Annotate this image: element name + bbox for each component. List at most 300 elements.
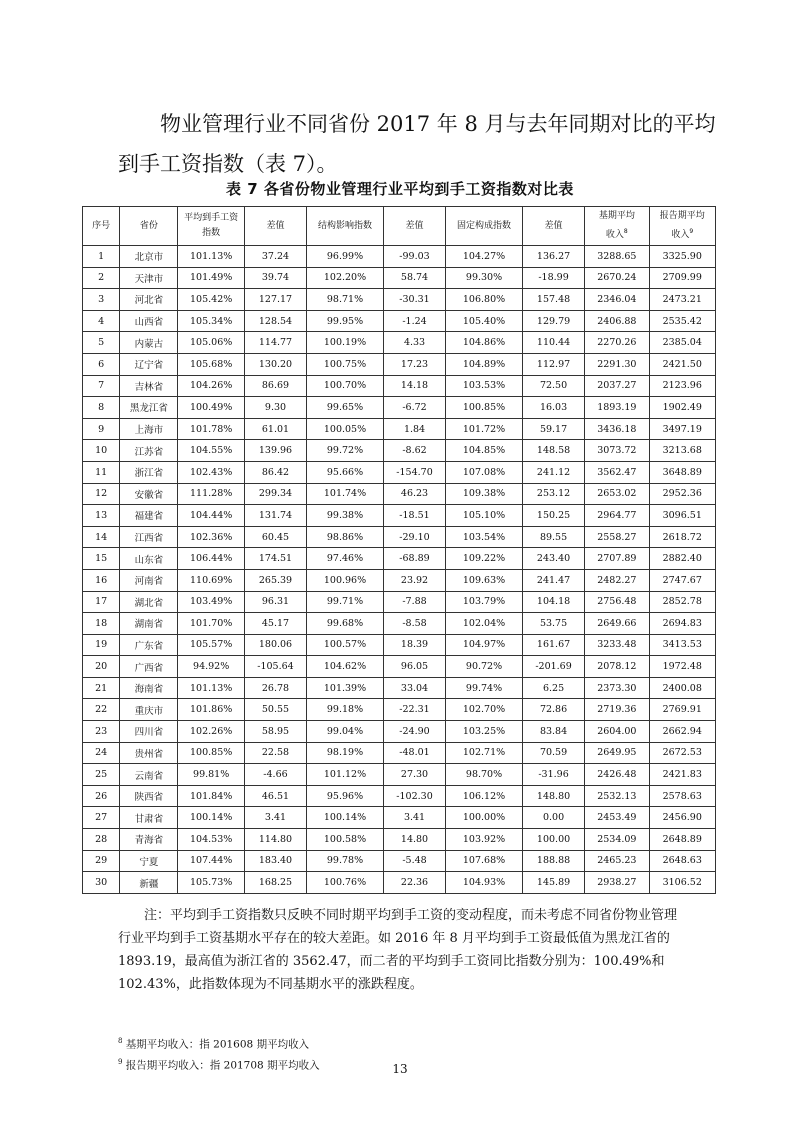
cell-diff-2: -8.62	[383, 440, 445, 462]
cell-seq: 19	[83, 634, 120, 656]
cell-avg-index: 99.81%	[178, 764, 244, 786]
cell-seq: 18	[83, 613, 120, 635]
cell-fixed-index: 99.30%	[446, 267, 523, 289]
cell-diff-2: 96.05	[383, 656, 445, 678]
cell-province: 福建省	[120, 505, 178, 527]
cell-province: 甘肃省	[120, 807, 178, 829]
cell-struct-index: 98.19%	[307, 742, 384, 764]
cell-diff-3: 104.18	[522, 591, 584, 613]
cell-province: 贵州省	[120, 742, 178, 764]
header-base-income: 基期平均 收入$^8$	[585, 207, 649, 246]
cell-diff-3: 148.58	[522, 440, 584, 462]
cell-province: 河北省	[120, 289, 178, 311]
intro-line-2: 到手工资指数（表 7）。	[118, 152, 338, 176]
cell-base-income: 2670.24	[585, 267, 649, 289]
cell-avg-index: 110.69%	[178, 569, 244, 591]
cell-struct-index: 101.74%	[307, 483, 384, 505]
header-report-income: 报告期平均 收入$^9$	[649, 207, 716, 246]
cell-diff-1: 61.01	[244, 418, 306, 440]
cell-diff-1: 168.25	[244, 872, 306, 894]
cell-fixed-index: 109.22%	[446, 548, 523, 570]
table-row	[83, 397, 716, 419]
cell-diff-2: 14.18	[383, 375, 445, 397]
cell-avg-index: 101.13%	[178, 677, 244, 699]
cell-province: 四川省	[120, 721, 178, 743]
cell-struct-index: 100.76%	[307, 872, 384, 894]
cell-diff-3: 16.03	[522, 397, 584, 419]
cell-report-income: 2852.78	[649, 591, 716, 613]
cell-diff-1: 180.06	[244, 634, 306, 656]
header-diff-3: 差值	[522, 207, 584, 246]
cell-province: 宁夏	[120, 850, 178, 872]
intro-paragraph	[118, 104, 718, 184]
cell-fixed-index: 104.27%	[446, 246, 523, 268]
cell-report-income: 2578.63	[649, 785, 716, 807]
table-row	[83, 418, 716, 440]
cell-seq: 15	[83, 548, 120, 570]
cell-diff-3: 136.27	[522, 246, 584, 268]
cell-diff-2: 17.23	[383, 353, 445, 375]
cell-diff-2: -99.03	[383, 246, 445, 268]
cell-base-income: 2707.89	[585, 548, 649, 570]
cell-struct-index: 101.39%	[307, 677, 384, 699]
cell-diff-2: -48.01	[383, 742, 445, 764]
table-row	[83, 785, 716, 807]
cell-report-income: 2421.50	[649, 353, 716, 375]
cell-diff-2: -6.72	[383, 397, 445, 419]
cell-struct-index: 95.96%	[307, 785, 384, 807]
cell-province: 浙江省	[120, 461, 178, 483]
cell-avg-index: 101.70%	[178, 613, 244, 635]
cell-fixed-index: 98.70%	[446, 764, 523, 786]
cell-seq: 3	[83, 289, 120, 311]
cell-avg-index: 106.44%	[178, 548, 244, 570]
table-row	[83, 375, 716, 397]
footnote-9: $^9$ 报告期平均收入：指 201708 期平均收入	[118, 1057, 320, 1071]
cell-struct-index: 102.20%	[307, 267, 384, 289]
cell-diff-3: 243.40	[522, 548, 584, 570]
cell-struct-index: 99.95%	[307, 310, 384, 332]
cell-diff-3: 241.47	[522, 569, 584, 591]
cell-seq: 7	[83, 375, 120, 397]
cell-diff-1: -4.66	[244, 764, 306, 786]
cell-struct-index: 99.71%	[307, 591, 384, 613]
cell-report-income: 2473.21	[649, 289, 716, 311]
cell-base-income: 2534.09	[585, 829, 649, 851]
cell-diff-1: 26.78	[244, 677, 306, 699]
table-note	[118, 904, 683, 996]
cell-seq: 30	[83, 872, 120, 894]
cell-base-income: 2346.04	[585, 289, 649, 311]
cell-struct-index: 100.75%	[307, 353, 384, 375]
table-row	[83, 807, 716, 829]
cell-seq: 20	[83, 656, 120, 678]
cell-base-income: 2291.30	[585, 353, 649, 375]
cell-diff-1: 114.80	[244, 829, 306, 851]
table-row	[83, 699, 716, 721]
cell-report-income: 3213.68	[649, 440, 716, 462]
cell-seq: 16	[83, 569, 120, 591]
cell-diff-3: 161.67	[522, 634, 584, 656]
header-fixed-index: 固定构成指数	[446, 207, 523, 246]
cell-struct-index: 96.99%	[307, 246, 384, 268]
cell-diff-2: -29.10	[383, 526, 445, 548]
cell-base-income: 3562.47	[585, 461, 649, 483]
cell-diff-2: -22.31	[383, 699, 445, 721]
cell-diff-1: 39.74	[244, 267, 306, 289]
cell-province: 黑龙江省	[120, 397, 178, 419]
table-row	[83, 742, 716, 764]
cell-report-income: 1902.49	[649, 397, 716, 419]
cell-province: 辽宁省	[120, 353, 178, 375]
cell-base-income: 2756.48	[585, 591, 649, 613]
cell-seq: 24	[83, 742, 120, 764]
cell-report-income: 2709.99	[649, 267, 716, 289]
cell-province: 天津市	[120, 267, 178, 289]
cell-diff-1: 174.51	[244, 548, 306, 570]
cell-struct-index: 101.12%	[307, 764, 384, 786]
cell-base-income: 3233.48	[585, 634, 649, 656]
cell-fixed-index: 109.63%	[446, 569, 523, 591]
cell-base-income: 2037.27	[585, 375, 649, 397]
cell-avg-index: 111.28%	[178, 483, 244, 505]
cell-diff-3: 241.12	[522, 461, 584, 483]
cell-province: 山西省	[120, 310, 178, 332]
cell-province: 上海市	[120, 418, 178, 440]
cell-base-income: 3288.65	[585, 246, 649, 268]
table-row	[83, 677, 716, 699]
cell-report-income: 2769.91	[649, 699, 716, 721]
header-avg-index: 平均到手工资 指数	[178, 207, 244, 246]
cell-avg-index: 100.85%	[178, 742, 244, 764]
cell-report-income: 2400.08	[649, 677, 716, 699]
cell-diff-3: 145.89	[522, 872, 584, 894]
cell-base-income: 2719.36	[585, 699, 649, 721]
cell-struct-index: 100.57%	[307, 634, 384, 656]
table-row	[83, 353, 716, 375]
cell-seq: 2	[83, 267, 120, 289]
cell-diff-1: 3.41	[244, 807, 306, 829]
cell-diff-2: 22.36	[383, 872, 445, 894]
cell-fixed-index: 102.04%	[446, 613, 523, 635]
table-row	[83, 440, 716, 462]
cell-report-income: 2123.96	[649, 375, 716, 397]
table-row	[83, 548, 716, 570]
cell-report-income: 3325.90	[649, 246, 716, 268]
cell-base-income: 2078.12	[585, 656, 649, 678]
cell-fixed-index: 104.93%	[446, 872, 523, 894]
cell-report-income: 2662.94	[649, 721, 716, 743]
cell-diff-3: 72.86	[522, 699, 584, 721]
cell-province: 山东省	[120, 548, 178, 570]
cell-seq: 21	[83, 677, 120, 699]
cell-diff-3: 148.80	[522, 785, 584, 807]
cell-avg-index: 103.49%	[178, 591, 244, 613]
cell-seq: 26	[83, 785, 120, 807]
cell-struct-index: 97.46%	[307, 548, 384, 570]
header-province: 省份	[120, 207, 178, 246]
cell-province: 江苏省	[120, 440, 178, 462]
cell-struct-index: 100.19%	[307, 332, 384, 354]
cell-diff-2: 33.04	[383, 677, 445, 699]
cell-diff-2: 27.30	[383, 764, 445, 786]
cell-fixed-index: 103.92%	[446, 829, 523, 851]
cell-base-income: 1893.19	[585, 397, 649, 419]
header-diff-2: 差值	[383, 207, 445, 246]
cell-seq: 13	[83, 505, 120, 527]
cell-diff-1: 114.77	[244, 332, 306, 354]
cell-report-income: 2882.40	[649, 548, 716, 570]
cell-base-income: 2649.66	[585, 613, 649, 635]
cell-diff-3: 157.48	[522, 289, 584, 311]
cell-fixed-index: 90.72%	[446, 656, 523, 678]
table-row	[83, 310, 716, 332]
cell-report-income: 2672.53	[649, 742, 716, 764]
cell-report-income: 2421.83	[649, 764, 716, 786]
cell-report-income: 2952.36	[649, 483, 716, 505]
cell-fixed-index: 104.97%	[446, 634, 523, 656]
cell-base-income: 2938.27	[585, 872, 649, 894]
cell-avg-index: 105.06%	[178, 332, 244, 354]
cell-diff-3: 129.79	[522, 310, 584, 332]
cell-diff-2: 3.41	[383, 807, 445, 829]
cell-seq: 23	[83, 721, 120, 743]
cell-province: 新疆	[120, 872, 178, 894]
cell-province: 云南省	[120, 764, 178, 786]
cell-report-income: 3497.19	[649, 418, 716, 440]
cell-diff-1: 45.17	[244, 613, 306, 635]
cell-struct-index: 100.14%	[307, 807, 384, 829]
cell-fixed-index: 103.53%	[446, 375, 523, 397]
cell-province: 湖北省	[120, 591, 178, 613]
cell-base-income: 2604.00	[585, 721, 649, 743]
cell-diff-3: 150.25	[522, 505, 584, 527]
intro-line-1: 物业管理行业不同省份 2017 年 8 月与去年同期对比的平均	[160, 112, 716, 136]
table-row	[83, 332, 716, 354]
cell-base-income: 2270.26	[585, 332, 649, 354]
note-text: 注：平均到手工资指数只反映不同时期平均到手工资的变动程度，而未考虑不同省份物业管理行业平均到手工资基期水平存在的较大差距。如 2016 年 8 月平均到手工资最低值为黑龙江省的 1893.19，最高值为浙江省的 3562.47，而二者的平均到手工资同比指数分别为：100.49%和 102.43%，此指数体现为不同基期水平的涨跌程度。	[118, 908, 678, 992]
cell-fixed-index: 103.79%	[446, 591, 523, 613]
cell-base-income: 2653.02	[585, 483, 649, 505]
cell-struct-index: 99.38%	[307, 505, 384, 527]
cell-fixed-index: 104.89%	[446, 353, 523, 375]
cell-fixed-index: 107.68%	[446, 850, 523, 872]
cell-province: 广西省	[120, 656, 178, 678]
cell-fixed-index: 103.25%	[446, 721, 523, 743]
cell-diff-3: 89.55	[522, 526, 584, 548]
cell-struct-index: 95.66%	[307, 461, 384, 483]
cell-report-income: 3648.89	[649, 461, 716, 483]
cell-diff-1: 96.31	[244, 591, 306, 613]
table-row	[83, 569, 716, 591]
cell-fixed-index: 107.08%	[446, 461, 523, 483]
table-row	[83, 764, 716, 786]
table-row	[83, 289, 716, 311]
cell-province: 吉林省	[120, 375, 178, 397]
cell-seq: 14	[83, 526, 120, 548]
cell-avg-index: 105.68%	[178, 353, 244, 375]
cell-diff-3: 112.97	[522, 353, 584, 375]
cell-avg-index: 107.44%	[178, 850, 244, 872]
cell-avg-index: 102.36%	[178, 526, 244, 548]
cell-diff-1: 139.96	[244, 440, 306, 462]
header-struct-index: 结构影响指数	[307, 207, 384, 246]
header-diff-1: 差值	[244, 207, 306, 246]
table-row	[83, 483, 716, 505]
cell-avg-index: 101.84%	[178, 785, 244, 807]
cell-diff-1: 128.54	[244, 310, 306, 332]
cell-seq: 29	[83, 850, 120, 872]
cell-diff-3: -201.69	[522, 656, 584, 678]
cell-diff-3: 6.25	[522, 677, 584, 699]
cell-province: 广东省	[120, 634, 178, 656]
cell-diff-1: 86.69	[244, 375, 306, 397]
cell-report-income: 2747.67	[649, 569, 716, 591]
cell-diff-1: 58.95	[244, 721, 306, 743]
cell-avg-index: 105.57%	[178, 634, 244, 656]
cell-province: 湖南省	[120, 613, 178, 635]
cell-avg-index: 102.26%	[178, 721, 244, 743]
cell-diff-1: 37.24	[244, 246, 306, 268]
cell-diff-2: -154.70	[383, 461, 445, 483]
cell-fixed-index: 105.10%	[446, 505, 523, 527]
cell-avg-index: 104.26%	[178, 375, 244, 397]
cell-fixed-index: 100.85%	[446, 397, 523, 419]
cell-report-income: 2618.72	[649, 526, 716, 548]
table-row	[83, 591, 716, 613]
cell-fixed-index: 103.54%	[446, 526, 523, 548]
cell-avg-index: 102.43%	[178, 461, 244, 483]
cell-seq: 28	[83, 829, 120, 851]
cell-fixed-index: 102.70%	[446, 699, 523, 721]
cell-report-income: 3413.53	[649, 634, 716, 656]
cell-diff-1: 22.58	[244, 742, 306, 764]
cell-struct-index: 98.71%	[307, 289, 384, 311]
cell-diff-3: 253.12	[522, 483, 584, 505]
cell-fixed-index: 100.00%	[446, 807, 523, 829]
cell-diff-2: 18.39	[383, 634, 445, 656]
cell-province: 海南省	[120, 677, 178, 699]
cell-fixed-index: 101.72%	[446, 418, 523, 440]
cell-province: 青海省	[120, 829, 178, 851]
cell-avg-index: 105.42%	[178, 289, 244, 311]
cell-diff-2: -1.24	[383, 310, 445, 332]
cell-seq: 17	[83, 591, 120, 613]
cell-report-income: 2456.90	[649, 807, 716, 829]
cell-diff-1: 127.17	[244, 289, 306, 311]
cell-seq: 25	[83, 764, 120, 786]
cell-diff-2: 58.74	[383, 267, 445, 289]
cell-seq: 8	[83, 397, 120, 419]
cell-struct-index: 100.70%	[307, 375, 384, 397]
table-title: 表 7 各省份物业管理行业平均到手工资指数对比表	[226, 180, 574, 198]
table-row	[83, 613, 716, 635]
cell-struct-index: 100.96%	[307, 569, 384, 591]
cell-fixed-index: 102.71%	[446, 742, 523, 764]
cell-diff-3: 72.50	[522, 375, 584, 397]
cell-diff-3: -18.99	[522, 267, 584, 289]
cell-fixed-index: 106.80%	[446, 289, 523, 311]
table-row	[83, 829, 716, 851]
cell-base-income: 2558.27	[585, 526, 649, 548]
cell-diff-1: 265.39	[244, 569, 306, 591]
cell-base-income: 2465.23	[585, 850, 649, 872]
cell-base-income: 2964.77	[585, 505, 649, 527]
cell-diff-2: 1.84	[383, 418, 445, 440]
cell-province: 内蒙古	[120, 332, 178, 354]
cell-base-income: 3073.72	[585, 440, 649, 462]
cell-diff-3: 53.75	[522, 613, 584, 635]
cell-base-income: 3436.18	[585, 418, 649, 440]
cell-base-income: 2649.95	[585, 742, 649, 764]
cell-province: 江西省	[120, 526, 178, 548]
cell-seq: 5	[83, 332, 120, 354]
table-row	[83, 656, 716, 678]
cell-diff-2: -30.31	[383, 289, 445, 311]
table-row	[83, 872, 716, 894]
cell-avg-index: 104.44%	[178, 505, 244, 527]
cell-diff-2: 46.23	[383, 483, 445, 505]
cell-diff-3: 188.88	[522, 850, 584, 872]
page-number: 13	[392, 1062, 408, 1076]
table-row	[83, 634, 716, 656]
province-index-table	[82, 206, 716, 894]
cell-diff-3: 70.59	[522, 742, 584, 764]
cell-avg-index: 104.53%	[178, 829, 244, 851]
table-row	[83, 246, 716, 268]
cell-seq: 10	[83, 440, 120, 462]
cell-diff-2: -5.48	[383, 850, 445, 872]
cell-diff-1: 130.20	[244, 353, 306, 375]
cell-fixed-index: 104.86%	[446, 332, 523, 354]
cell-diff-2: 23.92	[383, 569, 445, 591]
cell-province: 北京市	[120, 246, 178, 268]
cell-base-income: 2482.27	[585, 569, 649, 591]
cell-diff-3: 0.00	[522, 807, 584, 829]
cell-seq: 27	[83, 807, 120, 829]
cell-fixed-index: 99.74%	[446, 677, 523, 699]
cell-province: 河南省	[120, 569, 178, 591]
cell-report-income: 2535.42	[649, 310, 716, 332]
cell-avg-index: 105.73%	[178, 872, 244, 894]
cell-diff-1: 86.42	[244, 461, 306, 483]
cell-seq: 6	[83, 353, 120, 375]
cell-diff-1: 50.55	[244, 699, 306, 721]
cell-diff-1: 131.74	[244, 505, 306, 527]
cell-diff-2: 4.33	[383, 332, 445, 354]
cell-province: 陕西省	[120, 785, 178, 807]
cell-report-income: 2694.83	[649, 613, 716, 635]
cell-report-income: 2648.89	[649, 829, 716, 851]
cell-diff-1: -105.64	[244, 656, 306, 678]
cell-diff-2: 14.80	[383, 829, 445, 851]
table-row	[83, 267, 716, 289]
cell-struct-index: 100.58%	[307, 829, 384, 851]
cell-diff-3: 59.17	[522, 418, 584, 440]
cell-diff-2: -24.90	[383, 721, 445, 743]
cell-report-income: 2385.04	[649, 332, 716, 354]
cell-diff-2: -8.58	[383, 613, 445, 635]
cell-avg-index: 101.86%	[178, 699, 244, 721]
cell-report-income: 2648.63	[649, 850, 716, 872]
cell-report-income: 3106.52	[649, 872, 716, 894]
cell-seq: 4	[83, 310, 120, 332]
cell-diff-3: -31.96	[522, 764, 584, 786]
cell-diff-1: 299.34	[244, 483, 306, 505]
cell-province: 重庆市	[120, 699, 178, 721]
cell-seq: 12	[83, 483, 120, 505]
cell-seq: 22	[83, 699, 120, 721]
